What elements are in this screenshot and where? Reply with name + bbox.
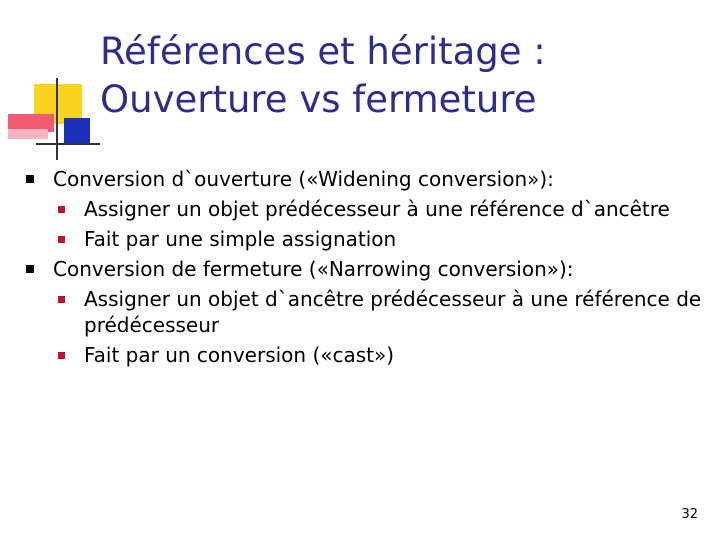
logo-blue-square (64, 118, 90, 144)
slide-logo-decoration (0, 0, 100, 170)
slide-title (100, 28, 660, 124)
sub-bullet-square-icon (58, 236, 65, 243)
bullet-narrowing (26, 256, 706, 282)
logo-horizontal-line (36, 143, 100, 145)
sub-bullet-widening-1 (26, 196, 706, 222)
logo-vertical-line (56, 78, 58, 160)
slide-title-line-1: Références et héritage : (100, 30, 546, 73)
bullet-widening (26, 166, 706, 192)
page-number: 32 (681, 507, 698, 522)
bullet-widening-text: Conversion d`ouverture («Widening conversion»): (53, 167, 554, 191)
bullet-square-icon (26, 175, 34, 183)
sub-bullet-widening-2 (26, 226, 706, 252)
sub-bullet-square-icon (58, 352, 65, 359)
sub-bullet-square-icon (58, 296, 65, 303)
sub-bullet-square-icon (58, 206, 65, 213)
slide-title-line-2: Ouverture vs fermeture (100, 78, 537, 121)
slide-body (26, 162, 706, 372)
sub-bullet-text: Assigner un objet d`ancêtre prédécesseur à une référence de prédécesseur (84, 287, 702, 337)
sub-bullet-text: Fait par un conversion («cast») (84, 343, 395, 367)
logo-red-bar-light (8, 129, 48, 139)
sub-bullet-text: Assigner un objet prédécesseur à une référence d`ancêtre (84, 197, 670, 221)
sub-bullet-narrowing-1 (26, 286, 706, 338)
sub-bullet-text: Fait par une simple assignation (84, 227, 397, 251)
bullet-narrowing-text: Conversion de fermeture («Narrowing conversion»): (53, 257, 574, 281)
sub-bullet-narrowing-2 (26, 342, 706, 368)
bullet-square-icon (26, 265, 34, 273)
